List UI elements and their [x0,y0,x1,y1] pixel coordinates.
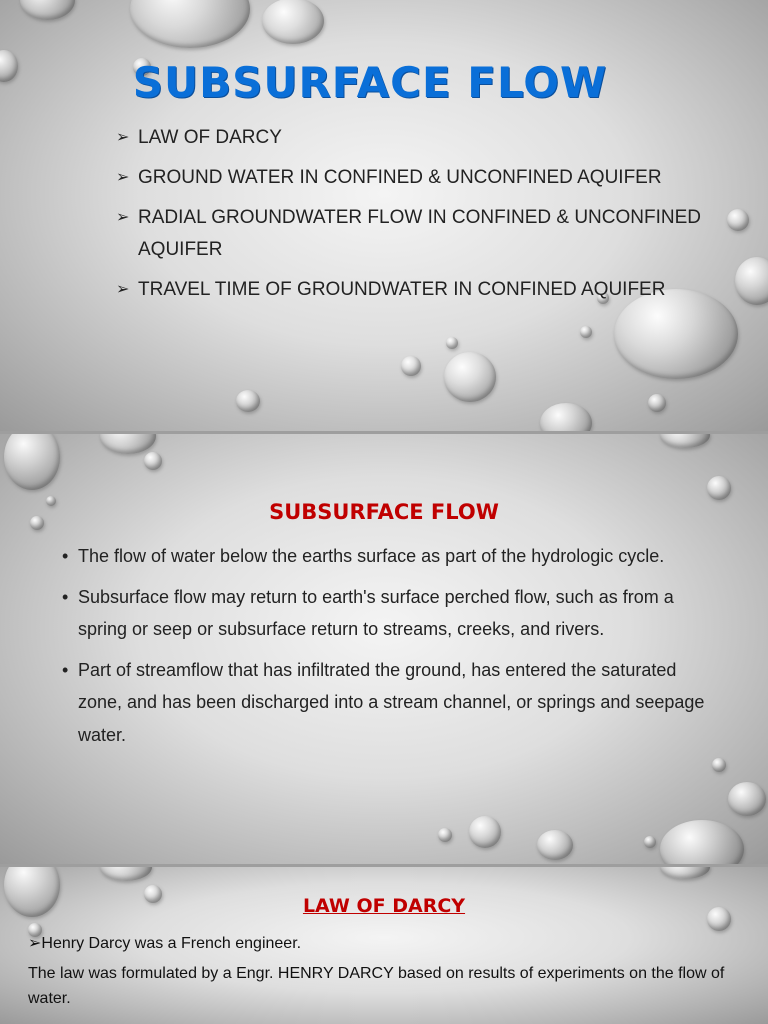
water-drop-icon [469,816,501,848]
water-drop-icon [660,867,710,879]
list-item: ➢ GROUND WATER IN CONFINED & UNCONFINED AQUIFER [116,162,716,194]
slide-2-bullet-list [62,540,712,759]
bullet-dot-icon: • [62,659,69,680]
water-drop-icon [262,0,324,44]
slide-3-line-2: The law was formulated by a Engr. HENRY DARCY based on results of experiments on the flow of water. [28,965,725,1007]
water-drop-icon [130,0,250,48]
slide-2 [0,434,768,864]
water-drop-icon [444,352,496,402]
water-drop-icon [144,452,162,470]
water-drop-icon [537,830,573,860]
list-item: ➢ TRAVEL TIME OF GROUNDWATER IN CONFINED AQUIFER [116,274,716,306]
water-drop-icon [735,257,768,305]
bullet-dot-icon: • [62,546,69,566]
water-drop-icon [446,337,458,349]
water-drop-icon [644,836,656,848]
bullet-dot-icon: • [62,586,69,607]
water-drop-icon [728,782,766,816]
list-item: • The flow of water below the earths surface as part of the hydrologic cycle. [62,540,712,573]
water-drop-icon [707,476,731,500]
list-item: • Subsurface flow may return to earth's surface perched flow, such as from a spring or seep or subsurface return to streams, creeks, and rivers. [62,581,712,646]
slide-3-line-1: ➢Henry Darcy was a French engineer. [28,935,302,952]
water-drop-icon [712,758,726,772]
slide-2-title: SUBSURFACE FLOW [269,500,499,524]
water-drop-icon [20,0,75,20]
list-item: ➢ LAW OF DARCY [116,122,716,154]
water-drop-icon [100,867,152,881]
water-drop-icon [660,434,710,448]
arrow-bullet-icon: ➢ [116,129,130,146]
arrow-bullet-icon: ➢ [116,169,130,186]
water-drop-icon [4,434,60,490]
arrow-bullet-icon: ➢ [116,281,130,298]
water-drop-icon [660,820,744,864]
water-drop-icon [727,209,749,231]
slide-3-title: LAW OF DARCY [302,895,466,917]
water-drop-icon [236,390,260,412]
water-drop-icon [648,394,666,412]
list-item: ➢ RADIAL GROUNDWATER FLOW IN CONFINED & UNCONFINED AQUIFER [116,202,716,266]
water-drop-icon [580,326,592,338]
slide-1 [0,0,768,431]
water-drop-icon [540,403,592,431]
slide-1-bullet-list [116,122,716,314]
list-item: • Part of streamflow that has infiltrated the ground, has entered the saturated zone, and has been discharged into a stream channel, or springs and seepage water. [62,654,712,752]
arrow-bullet-icon: ➢ [116,209,130,226]
slide-1-title: SUBSURFACE FLOW [132,58,608,107]
slide-3 [0,867,768,1024]
water-drop-icon [100,434,156,454]
water-drop-icon [401,356,421,376]
water-drop-icon [438,828,452,842]
